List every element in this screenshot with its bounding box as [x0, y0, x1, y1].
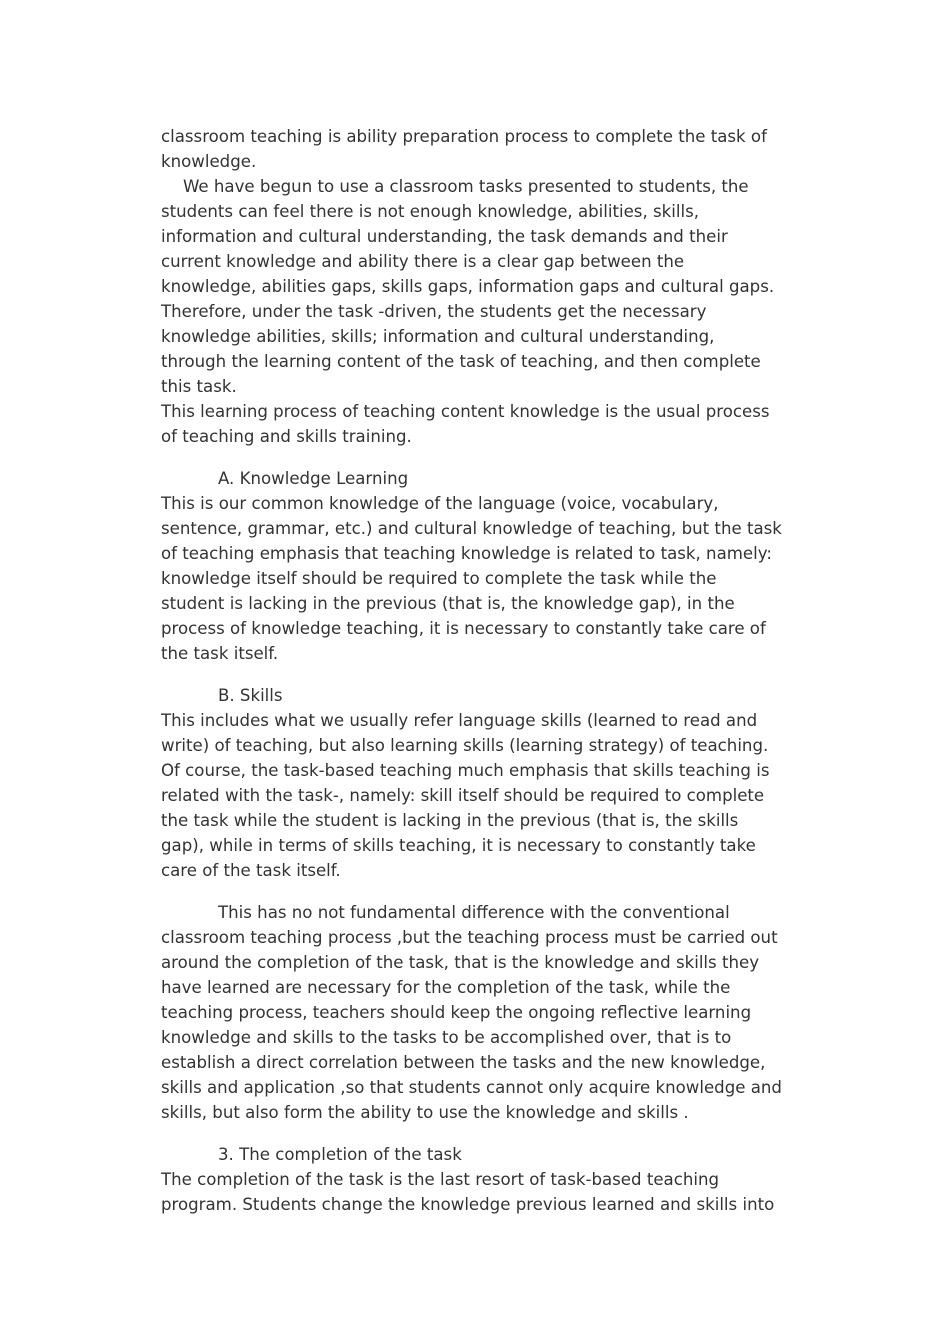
paragraph-task-gaps: We have begun to use a classroom tasks presented to students, the students can feel there is not enough knowledge, abilities, skills, information and cultural understanding, the task demands and their current knowledge and ability there is a clear gap between the knowledge, abilities gaps, skills gaps, information gaps and cultural gaps. Therefore, under the task -driven, the students get the necessary knowledge abilities, skills; information and cultural understanding, through the learning content of the task of teaching, and then complete this task.	[161, 177, 775, 396]
heading-knowledge-learning: A. Knowledge Learning	[218, 469, 409, 488]
paragraph-learning-process: This learning process of teaching content knowledge is the usual process of teaching and skills training.	[161, 402, 770, 446]
paragraph-conventional-difference: This has no not fundamental difference with the conventional classroom teaching process ,but the teaching process must be carried out around the completion of the task, that is the knowledge and skills they have learned are necessary for the completion of the task, while the teaching process, teachers should keep the ongoing reflective learning knowledge and skills to the tasks to be accomplished over, that is to establish a direct correlation between the tasks and the new knowledge, skills and application ,so that students cannot only acquire knowledge and skills, but also form the ability to use the knowledge and skills .	[161, 903, 782, 1122]
heading-task-completion: 3. The completion of the task	[218, 1145, 462, 1164]
document-page	[161, 124, 801, 1217]
paragraph-knowledge-learning: This is our common knowledge of the language (voice, vocabulary, sentence, grammar, etc.) and cultural knowledge of teaching, but the task of teaching emphasis that teaching knowledge is related to task, namely: knowledge itself should be required to complete the task while the student is lacking in the previous (that is, the knowledge gap), in the process of knowledge teaching, it is necessary to constantly take care of the task itself.	[161, 494, 782, 663]
paragraph-intro: classroom teaching is ability preparation process to complete the task of knowledge.	[161, 127, 767, 171]
paragraph-skills: This includes what we usually refer language skills (learned to read and write) of teaching, but also learning skills (learning strategy) of teaching. Of course, the task-based teaching much emphasis that skills teaching is related with the task-, namely: skill itself should be required to complete the task while the student is lacking in the previous (that is, the skills gap), while in terms of skills teaching, it is necessary to constantly take care of the task itself.	[161, 711, 770, 880]
paragraph-task-completion: The completion of the task is the last resort of task-based teaching program. Students change the knowledge previous learned and skills into	[161, 1170, 775, 1214]
heading-skills: B. Skills	[218, 686, 283, 705]
